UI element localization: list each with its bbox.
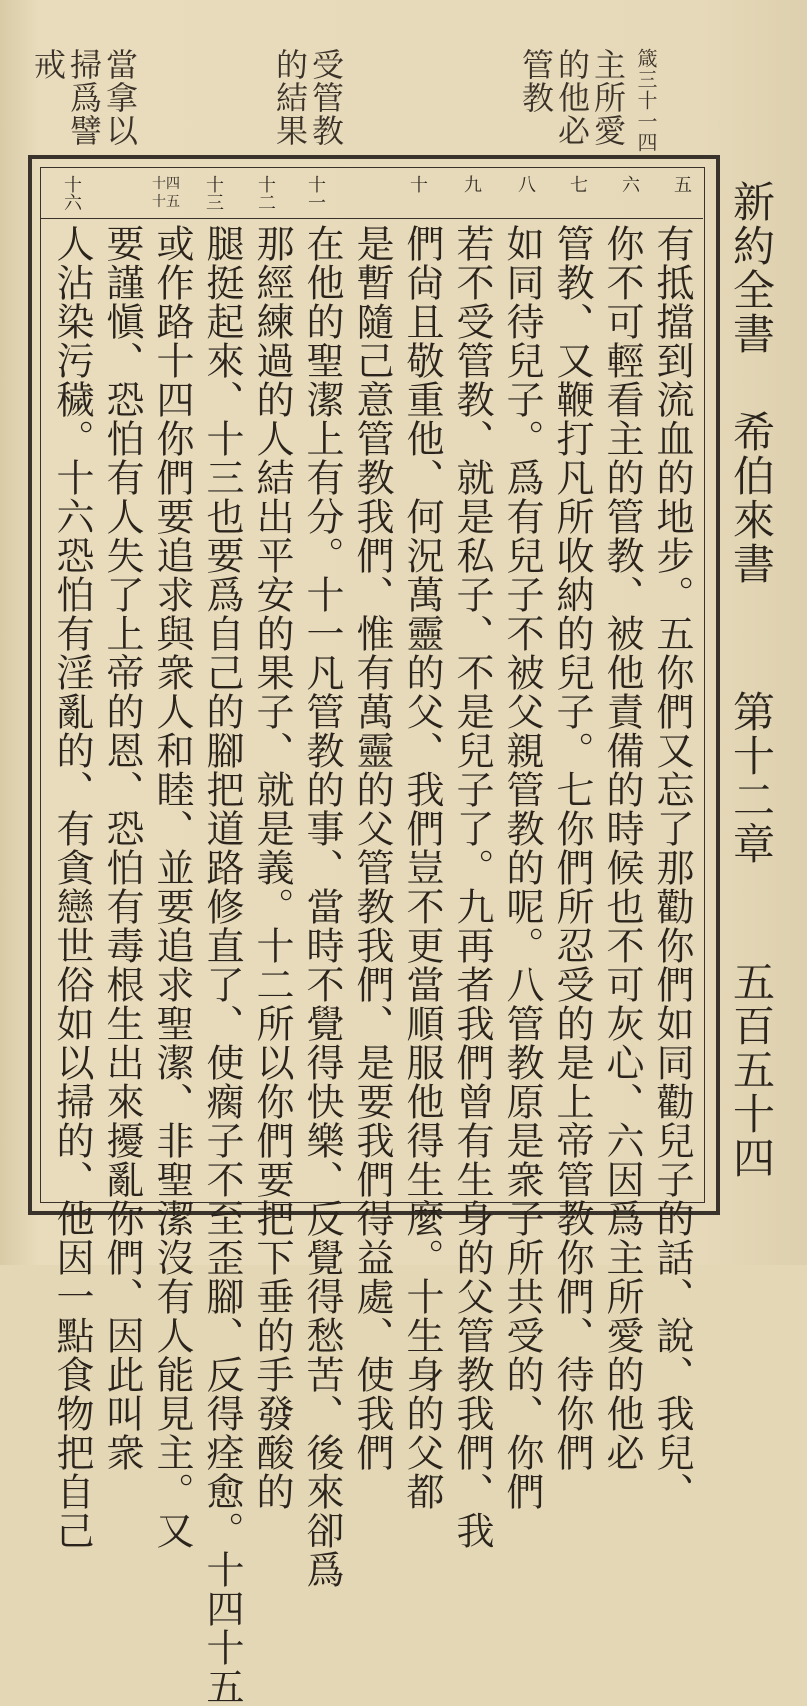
verse-number: 十二 xyxy=(255,175,276,211)
verse-number: 九 xyxy=(461,175,482,193)
text-column: 如同待兒子。爲有兒子不被父親管教的呢。八管教原是衆子所共受的、你們 xyxy=(500,224,544,1511)
text-column: 管教、又鞭打凡所收納的兒子。七你們所忍受的是上帝管教你們、待你們 xyxy=(550,224,594,1472)
text-column: 們尙且敬重他、何況萬靈的父、我們豈不更當順服他得生麼。十生身的父都 xyxy=(400,224,444,1511)
text-column: 在他的聖潔上有分。十一凡管教的事、當時不覺得快樂、反覺得愁苦、後來卻爲 xyxy=(300,224,344,1589)
text-column: 那經練過的人結出平安的果子、就是義。十二所以你們要把下垂的手發酸的 xyxy=(250,224,294,1511)
headnote-line: 管教 xyxy=(517,48,555,114)
text-column: 人沾染污穢。十六恐怕有淫亂的、有貪戀世俗如以掃的、他因一點食物把自己 xyxy=(50,224,94,1550)
verse-number: 十四十五 xyxy=(152,176,180,210)
verse-number: 六 xyxy=(619,175,640,193)
headnote-line: 受管教 xyxy=(307,48,345,147)
headnote-line: 的他必 xyxy=(553,48,591,147)
text-column: 腿挺起來、十三也要爲自己的腳把道路修直了、使瘸子不至歪腳、反得痊愈。十四十五 xyxy=(200,224,244,1706)
verse-number: 十六 xyxy=(61,175,82,211)
verse-number: 十三 xyxy=(203,175,224,211)
verse-number: 七 xyxy=(567,175,588,193)
text-column: 你不可輕看主的管教、被他責備的時候也不可灰心、六因爲主所愛的他必 xyxy=(600,224,644,1472)
verse-number-rule xyxy=(41,218,703,219)
headnote-line: 掃爲譬 xyxy=(65,48,103,147)
headnote-line: 戒 xyxy=(29,48,67,81)
text-column: 或作路十四你們要追求與衆人和睦、並要追求聖潔、非聖潔沒有人能見主。又 xyxy=(150,224,194,1550)
headnote-reference: 箴三十一四 xyxy=(634,48,658,153)
headnote-line: 的結果 xyxy=(271,48,309,147)
page-number: 五百五十四 xyxy=(727,960,776,1180)
headnote-line: 當拿以 xyxy=(101,48,139,147)
text-column: 是暫隨己意管教我們、惟有萬靈的父管教我們、是要我們得益處、使我們 xyxy=(350,224,394,1472)
text-column: 有抵擋到流血的地步。五你們又忘了那勸你們如同勸兒子的話、說、我兒、 xyxy=(650,224,694,1511)
text-column: 若不受管教、就是私子、不是兒子了。九再者我們曾有生身的父管教我們、我 xyxy=(450,224,494,1550)
running-head-epistle: 希伯來書 xyxy=(727,410,776,586)
running-head-chapter: 第十二章 xyxy=(727,690,776,866)
verse-number: 十一 xyxy=(305,175,326,211)
verse-number: 八 xyxy=(515,175,536,193)
running-head-book: 新約全書 xyxy=(727,180,776,356)
verse-number: 五 xyxy=(671,175,692,193)
verse-number: 十 xyxy=(407,175,428,193)
text-column: 要謹愼、恐怕有人失了上帝的恩、恐怕有毒根生出來擾亂你們、因此叫衆 xyxy=(100,224,144,1472)
headnote-line: 主所愛 xyxy=(589,48,627,147)
